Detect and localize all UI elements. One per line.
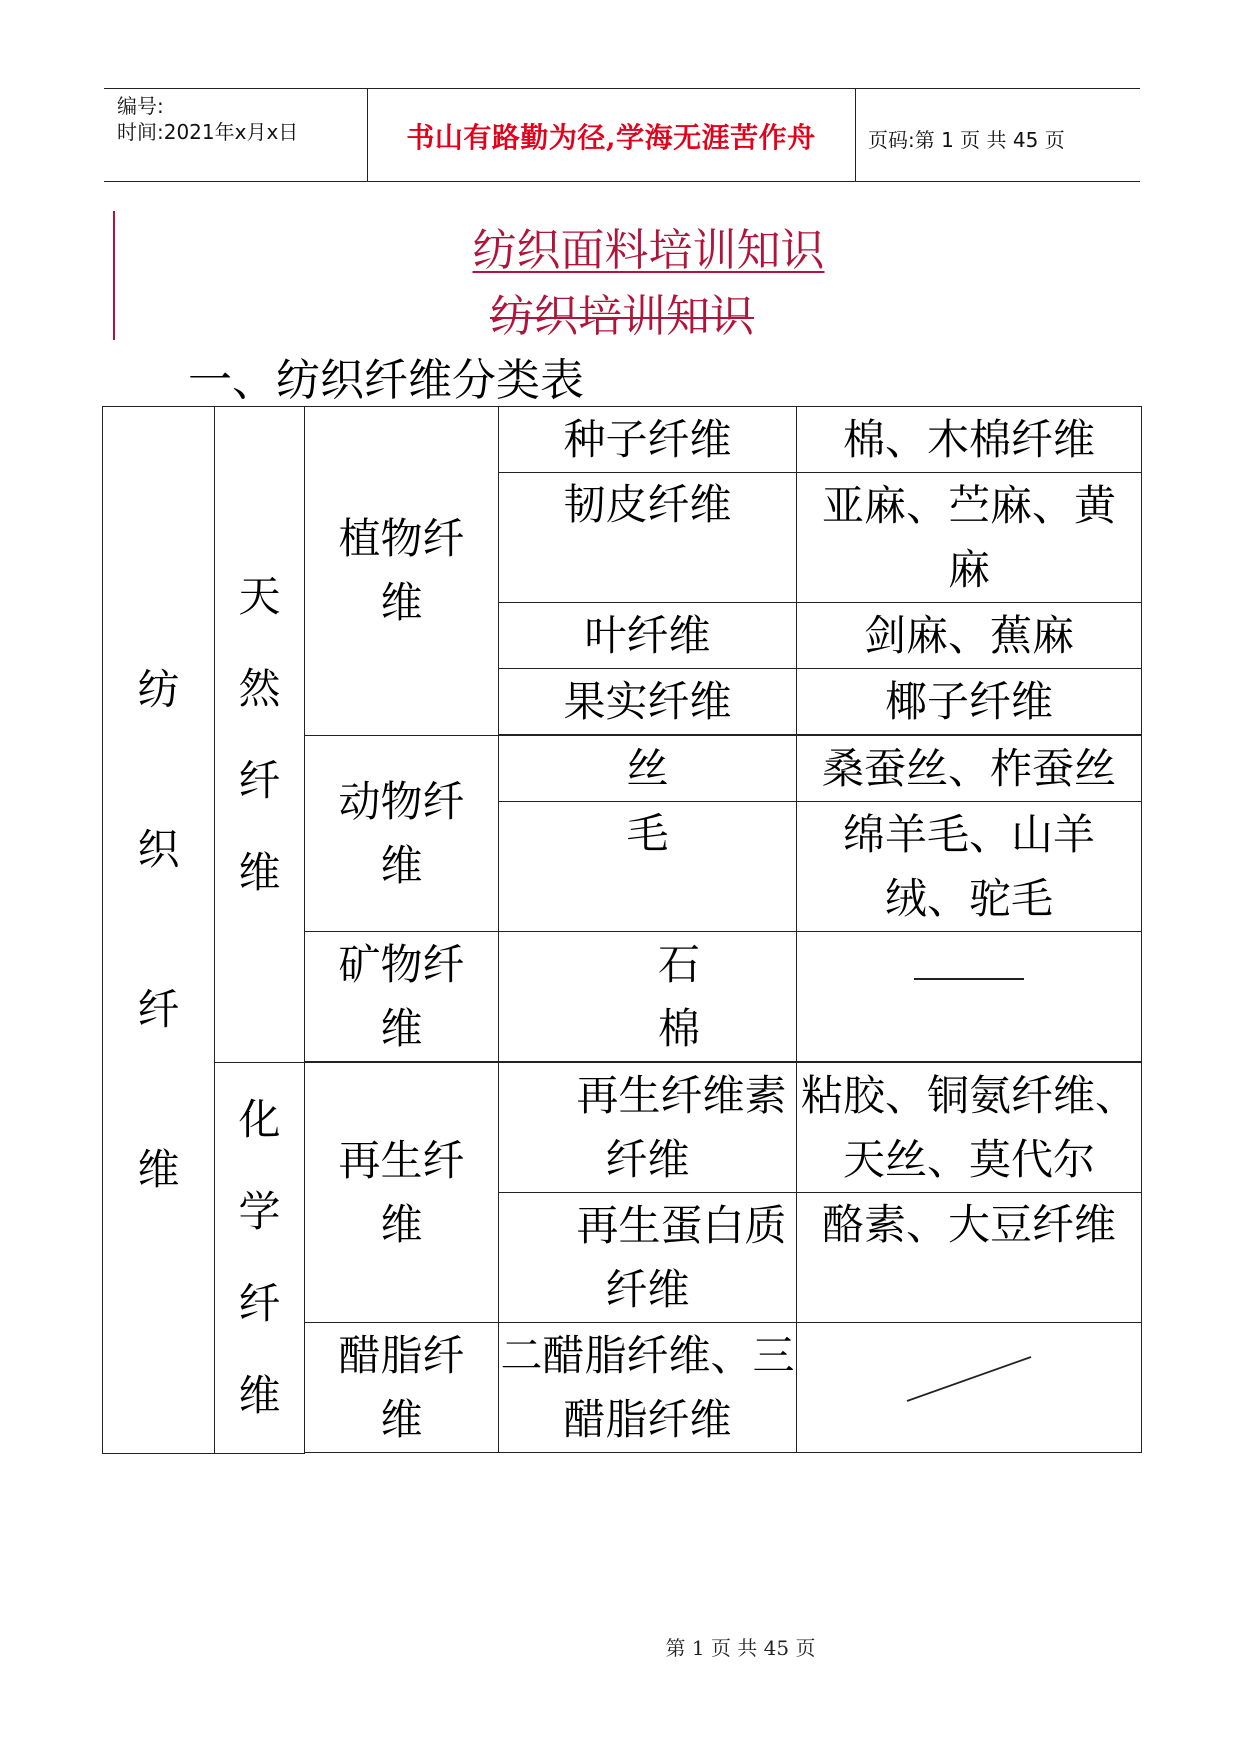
type-cell: 种子纤维 bbox=[499, 407, 797, 473]
category-natural-fiber: 天 然 纤 维 bbox=[215, 407, 305, 1063]
motto: 书山有路勤为径,学海无涯苦作舟 bbox=[406, 121, 816, 154]
category-chemical-fiber: 化 学 纤 维 bbox=[215, 1063, 305, 1454]
type-cell: 丝 bbox=[499, 736, 797, 802]
examples-cell: 棉、木棉纤维 bbox=[797, 407, 1142, 473]
header-top-rule bbox=[104, 88, 1140, 89]
time-label: 时间:2021年x月x日 bbox=[117, 120, 299, 144]
section-heading: 一、纺织纤维分类表 bbox=[188, 355, 584, 406]
examples-cell: 剑麻、蕉麻 bbox=[797, 603, 1142, 669]
type-cell: 韧皮纤维 bbox=[499, 473, 797, 603]
examples-empty-cell bbox=[797, 932, 1142, 1062]
diagonal-mark bbox=[899, 1349, 1039, 1409]
type-cell: 毛 bbox=[499, 802, 797, 932]
header-bottom-rule bbox=[104, 181, 1140, 182]
type-cell: 叶纤维 bbox=[499, 603, 797, 669]
type-cell: 果实纤维 bbox=[499, 669, 797, 735]
examples-cell: 绵羊毛、山羊绒、驼毛 bbox=[797, 802, 1142, 932]
examples-empty-cell bbox=[797, 1323, 1142, 1453]
animal-fiber-label: 动物纤维 bbox=[338, 776, 465, 890]
type-cell: 二醋脂纤维、三醋脂纤维 bbox=[499, 1323, 797, 1453]
regenerated-fiber-label: 再生纤维 bbox=[338, 1135, 465, 1249]
examples-cell: 酪素、大豆纤维 bbox=[797, 1193, 1142, 1323]
type-cell bbox=[499, 1063, 797, 1193]
asbestos-text: 石 棉 bbox=[657, 939, 700, 1053]
protein-text: 再生蛋白质纤维 bbox=[576, 1200, 787, 1314]
examples-cell: 桑蚕丝、柞蚕丝 bbox=[797, 736, 1142, 802]
document-title-inserted: 纺织面料培训知识 bbox=[472, 225, 825, 276]
category-regenerated-fiber bbox=[305, 1063, 499, 1323]
examples-cell: 椰子纤维 bbox=[797, 669, 1142, 735]
examples-cell: 粘胶、铜氨纤维、天丝、莫代尔 bbox=[797, 1063, 1142, 1193]
fiber-classification-table bbox=[102, 406, 1142, 1454]
type-cell bbox=[499, 932, 797, 1062]
cellulose-text: 再生纤维素纤维 bbox=[576, 1070, 787, 1184]
category-animal-fiber bbox=[305, 736, 499, 932]
serial-label: 编号: bbox=[117, 94, 164, 118]
dash-mark bbox=[914, 978, 1024, 980]
type-cell bbox=[499, 1193, 797, 1323]
examples-cell: 亚麻、苎麻、黄麻 bbox=[797, 473, 1142, 603]
page-info: 页码:第 1 页 共 45 页 bbox=[868, 128, 1065, 152]
plant-fiber-label: 植物纤维 bbox=[338, 514, 465, 627]
page-footer: 第 1 页 共 45 页 bbox=[665, 1636, 816, 1660]
category-acetate-fiber bbox=[305, 1323, 499, 1453]
category-plant-fiber bbox=[305, 407, 499, 736]
mineral-fiber-label: 矿物纤维 bbox=[338, 939, 465, 1053]
document-title-deleted: 纺织培训知识 bbox=[490, 291, 754, 342]
acetate-fiber-label: 醋脂纤维 bbox=[338, 1330, 465, 1444]
category-textile-fiber: 纺 织 纤 维 bbox=[103, 407, 215, 1454]
category-mineral-fiber bbox=[305, 932, 499, 1062]
header-divider-right bbox=[855, 88, 856, 181]
